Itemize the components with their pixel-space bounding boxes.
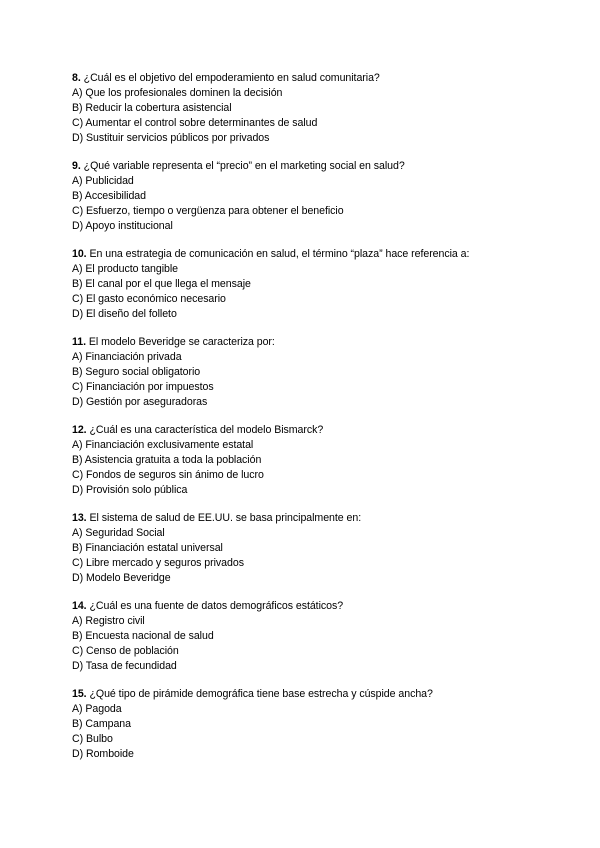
question-text: ¿Cuál es el objetivo del empoderamiento en salud comunitaria? (83, 72, 380, 84)
question-15 (72, 687, 552, 762)
option-b: B) Reducir la cobertura asistencial (72, 102, 232, 115)
option-b: B) Seguro social obligatorio (72, 366, 201, 379)
option-a: A) Que los profesionales dominen la decisión (72, 87, 283, 100)
option-d: D) Apoyo institucional (72, 220, 173, 233)
option-c: C) El gasto económico necesario (72, 293, 226, 306)
question-text: El modelo Beveridge se caracteriza por: (88, 335, 275, 348)
question-8 (72, 71, 552, 146)
question-text: ¿Cuál es una fuente de datos demográficos estáticos? (89, 599, 344, 612)
question-13 (72, 511, 552, 586)
option-c: C) Aumentar el control sobre determinantes de salud (72, 117, 318, 130)
option-d: D) Romboide (72, 748, 134, 761)
question-11 (72, 335, 552, 410)
option-c: C) Financiación por impuestos (72, 381, 214, 394)
question-10 (72, 247, 552, 322)
question-stem (72, 247, 552, 262)
option-b: B) Campana (72, 717, 131, 730)
option-d: D) Provisión solo pública (72, 484, 188, 497)
option-d: D) Sustituir servicios públicos por privados (72, 132, 270, 145)
question-12 (72, 423, 552, 498)
question-stem (72, 335, 552, 350)
question-number: 15. (72, 687, 87, 700)
question-text: ¿Cuál es una característica del modelo Bismarck? (89, 423, 324, 436)
question-number: 10. (72, 247, 87, 260)
question-stem (72, 423, 552, 438)
option-d: D) Tasa de fecundidad (72, 660, 177, 673)
option-c: C) Esfuerzo, tiempo o vergüenza para obtener el beneficio (72, 205, 344, 218)
question-stem (72, 599, 552, 614)
question-text: En una estrategia de comunicación en salud, el término “plaza” hace referencia a: (89, 247, 470, 260)
option-a: A) Registro civil (72, 614, 145, 627)
question-number: 11. (72, 335, 86, 348)
option-a: A) Pagoda (72, 702, 122, 715)
document-page (72, 71, 552, 775)
question-stem (72, 511, 552, 526)
option-b: B) Asistencia gratuita a toda la población (72, 454, 262, 467)
option-a: A) Financiación exclusivamente estatal (72, 438, 254, 451)
question-number: 9. (72, 159, 81, 172)
question-stem (72, 71, 552, 86)
question-9 (72, 159, 552, 234)
question-14 (72, 599, 552, 674)
question-number: 12. (72, 423, 87, 436)
option-c: C) Libre mercado y seguros privados (72, 557, 244, 570)
question-number: 14. (72, 599, 87, 612)
question-stem (72, 687, 552, 702)
question-number: 8. (72, 72, 81, 84)
question-text: ¿Qué variable representa el “precio” en el marketing social en salud? (83, 159, 405, 172)
option-b: B) Accesibilidad (72, 190, 146, 203)
question-text: El sistema de salud de EE.UU. se basa principalmente en: (89, 511, 362, 524)
option-a: A) Publicidad (72, 175, 134, 188)
option-a: A) Financiación privada (72, 351, 182, 363)
option-c: C) Bulbo (72, 733, 113, 746)
option-c: C) Fondos de seguros sin ánimo de lucro (72, 469, 264, 482)
option-d: D) Modelo Beveridge (72, 572, 171, 585)
option-a: A) Seguridad Social (72, 526, 165, 539)
option-b: B) El canal por el que llega el mensaje (72, 278, 251, 291)
question-number: 13. (72, 511, 87, 524)
option-b: B) Encuesta nacional de salud (72, 630, 214, 642)
option-c: C) Censo de población (72, 645, 179, 658)
option-d: D) El diseño del folleto (72, 308, 177, 321)
option-b: B) Financiación estatal universal (72, 542, 223, 555)
question-text: ¿Qué tipo de pirámide demográfica tiene base estrecha y cúspide ancha? (89, 687, 433, 700)
option-a: A) El producto tangible (72, 263, 179, 276)
option-d: D) Gestión por aseguradoras (72, 396, 208, 409)
question-stem (72, 159, 552, 174)
